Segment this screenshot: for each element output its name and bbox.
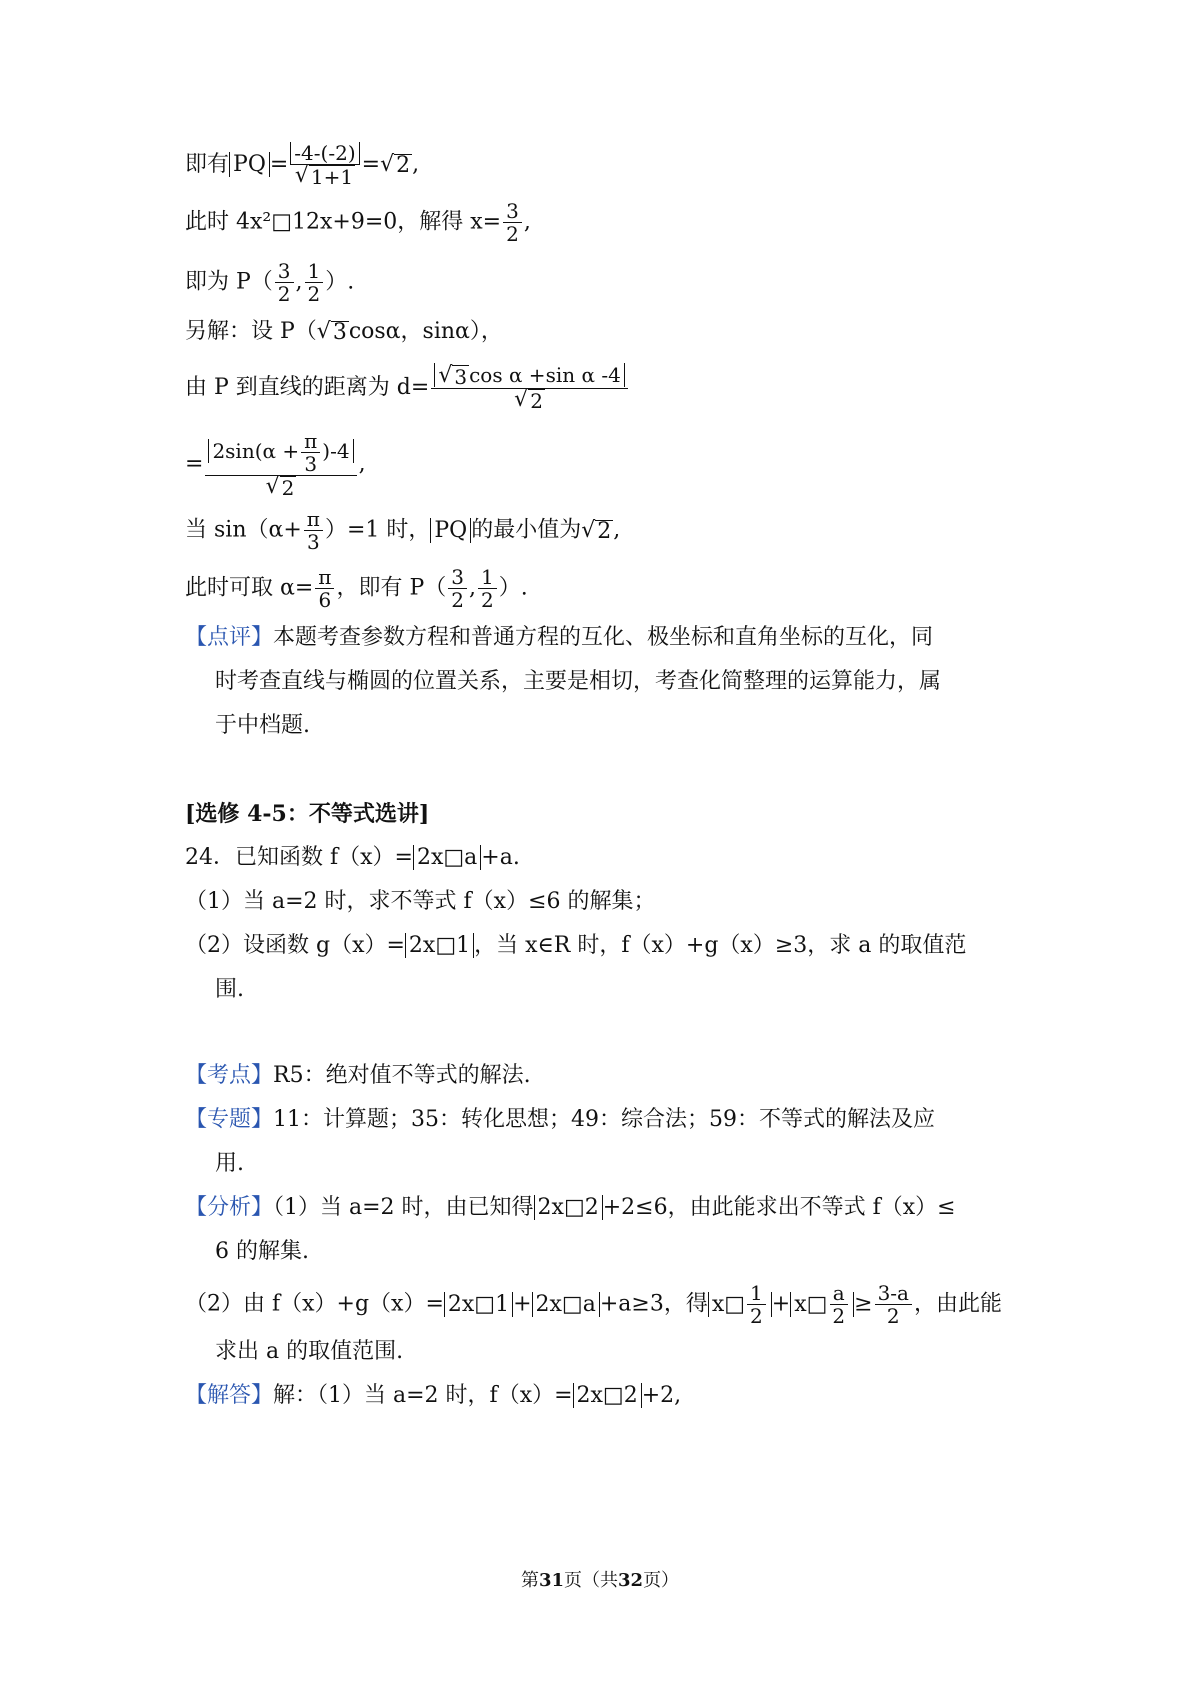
text: , [468, 575, 476, 601]
text: , [358, 451, 366, 477]
fraction [875, 1282, 912, 1327]
page-total: 32 [618, 1570, 644, 1591]
analysis-2-cont [215, 1336, 403, 1368]
denominator: 3 [304, 452, 318, 476]
text: ）. [325, 269, 355, 295]
denominator: 2 [886, 1304, 900, 1328]
abs-expr: 2x□a [532, 1292, 600, 1317]
numerator: π [301, 430, 320, 453]
abs-expr: 2x□1 [405, 933, 474, 958]
denominator: √ 2 [514, 387, 543, 413]
sqrt: √ 3 [316, 319, 347, 345]
fraction [448, 566, 467, 611]
fraction [301, 430, 320, 475]
numerator: -4-(-2) [290, 142, 359, 165]
question-24 [185, 842, 520, 874]
fraction [829, 1282, 848, 1327]
fraction [747, 1282, 766, 1327]
numerator [205, 430, 356, 476]
radicand: 3 [454, 365, 468, 389]
line-alt-solution [185, 316, 503, 348]
text: + [771, 1291, 791, 1317]
text: +2≤6，由此能求出不等式 f（x）≤ [602, 1195, 956, 1220]
text: 此时可取 α= [185, 575, 314, 601]
text: + [513, 1291, 532, 1317]
review-line-1 [185, 622, 933, 654]
solution [185, 1380, 681, 1412]
text: 页） [643, 1570, 680, 1591]
text: = [269, 152, 289, 177]
text: 另解：设 P（ [185, 319, 317, 344]
analysis-1-cont [215, 1236, 309, 1268]
text: [选修 4-5：不等式选讲] [185, 801, 430, 827]
text: 此时 4x² [185, 209, 272, 235]
abs-expr: 2x□a [413, 845, 481, 870]
text: ，由此能 [913, 1291, 1002, 1317]
numerator: π [315, 566, 334, 589]
abs-expr [708, 1281, 772, 1328]
text: cos α +sin α -4 [469, 363, 621, 387]
numerator: 3 [275, 260, 294, 283]
text: +a. [481, 845, 520, 870]
review-line-2 [215, 666, 941, 698]
text: ，当 x∈R 时，f（x）+g（x）≥3，求 a 的取值范 [474, 933, 967, 958]
numerator: 1 [478, 566, 497, 589]
fraction [315, 566, 334, 611]
text: R5：绝对值不等式的解法. [273, 1063, 531, 1088]
text: 页（共 [564, 1570, 618, 1591]
line-alpha [185, 566, 528, 611]
denominator: 2 [451, 588, 464, 612]
fraction [275, 260, 294, 305]
analysis-2 [185, 1282, 1002, 1327]
denominator: 2 [307, 282, 321, 306]
abs-expr [790, 1281, 854, 1328]
line-distance-simplified [185, 430, 366, 499]
text: = [361, 152, 381, 177]
text: 围. [215, 977, 244, 1002]
fraction [304, 508, 323, 553]
section-heading [185, 798, 429, 830]
question-24-part-2 [185, 930, 966, 962]
text: 的最小值为 [471, 517, 582, 543]
analysis-tag: 【分析】 [185, 1195, 274, 1220]
radicand: 2 [396, 153, 411, 178]
line-pq-distance [185, 142, 419, 188]
radicand: 1+1 [310, 165, 354, 189]
line-min-value [185, 508, 620, 553]
text: x□ [794, 1291, 828, 1317]
numerator: a [830, 1282, 848, 1305]
kp-tag: 【考点】 [185, 1063, 274, 1088]
text: 时考查直线与椭圆的位置关系，主要是相切，考查化简整理的运算能力，属 [215, 669, 942, 694]
text: 于中档题. [215, 713, 310, 738]
fraction [305, 260, 324, 305]
text: 即有 [185, 152, 230, 177]
fraction [431, 364, 628, 412]
text: ，即有 P（ [336, 575, 447, 601]
text: （2）由 f（x）+g（x）= [185, 1291, 444, 1317]
text: 解：（1）当 a=2 时，f（x）= [273, 1383, 573, 1408]
numerator: 1 [305, 260, 324, 283]
text: 2sin(α + [212, 439, 300, 463]
radicand: 2 [597, 518, 612, 544]
text: 由 P 到直线的距离为 d= [185, 375, 430, 400]
line-point-p [185, 260, 354, 305]
radicand: 2 [530, 389, 543, 413]
numerator: π [304, 508, 323, 531]
text: )-4 [322, 439, 350, 463]
fraction [478, 566, 497, 611]
sqrt: √ 2 [380, 152, 411, 178]
numerator: 3-a [875, 1282, 912, 1305]
numerator: 3 [448, 566, 467, 589]
denominator: 2 [480, 588, 494, 612]
question-24-part-1 [185, 886, 656, 918]
text: +a≥3，得 [599, 1291, 708, 1317]
text: （2）设函数 g（x）= [185, 933, 405, 958]
analysis-1 [185, 1192, 956, 1224]
radicand: 2 [281, 476, 295, 500]
fraction [503, 200, 522, 245]
text: （1）当 a=2 时，求不等式 f（x）≤6 的解集； [185, 889, 656, 914]
radicand: 3 [332, 320, 347, 345]
text: , [295, 269, 303, 295]
line-distance-d [185, 364, 630, 412]
text: = [185, 451, 204, 477]
denominator: 2 [277, 282, 291, 306]
denominator: 2 [506, 222, 519, 246]
topic-cont [215, 1148, 244, 1180]
text: ）. [498, 575, 528, 601]
text: 求出 a 的取值范围. [215, 1339, 404, 1364]
review-line-3 [215, 710, 310, 742]
text: 12x+9=0，解得 x= [292, 209, 502, 235]
text: 6 的解集. [215, 1239, 309, 1264]
text: 当 sin（α+ [185, 517, 302, 543]
topic-tag: 【专题】 [185, 1107, 274, 1132]
question-24-part-2-cont [215, 974, 244, 1006]
text: 第 [520, 1570, 539, 1591]
denominator: 2 [750, 1304, 763, 1328]
text: +2, [641, 1383, 682, 1408]
denominator: √ 2 [265, 474, 295, 500]
abs-expr: 2x□2 [573, 1383, 642, 1408]
numerator: √ 3 cos α +sin α -4 [431, 364, 628, 389]
page-footer [0, 1566, 1200, 1592]
text: 本题考查参数方程和普通方程的互化、极坐标和直角坐标的互化，同 [273, 625, 934, 650]
page-number: 31 [538, 1570, 564, 1591]
text: （1）当 a=2 时，由已知得 [273, 1195, 534, 1220]
text: , [523, 209, 531, 235]
fraction [290, 142, 359, 188]
abs-expr: 2x□2 [534, 1195, 603, 1220]
text: 用. [215, 1151, 244, 1176]
sqrt: √ 2 [581, 517, 612, 544]
abs-pq: PQ [229, 152, 270, 177]
knowledge-point [185, 1060, 531, 1092]
numerator: 3 [503, 200, 522, 223]
text: , [412, 152, 420, 177]
denominator: 3 [306, 530, 320, 554]
denominator: √ 1+1 [294, 163, 354, 189]
topic [185, 1104, 935, 1136]
solution-tag: 【解答】 [185, 1383, 274, 1408]
text: x□ [711, 1291, 746, 1317]
text: ）=1 时， [324, 517, 431, 543]
denominator: 6 [318, 588, 332, 612]
review-tag: 【点评】 [185, 625, 274, 650]
text: cosα，sinα）， [348, 319, 503, 344]
text: ≥ [854, 1291, 873, 1317]
abs-pq: PQ [430, 518, 471, 543]
line-quadratic: 此时 4x²□12x+9=0，解得 x= $\frac{3}{2}$ , [185, 199, 531, 246]
text: 24．已知函数 f（x）= [185, 845, 413, 870]
numerator: 1 [747, 1282, 766, 1305]
abs-expr: 2x□1 [444, 1292, 513, 1317]
text: , [613, 517, 621, 543]
text: 即为 P（ [185, 269, 273, 295]
text: 11：计算题；35：转化思想；49：综合法；59：不等式的解法及应 [273, 1107, 935, 1132]
denominator: 2 [832, 1304, 846, 1328]
fraction [205, 430, 356, 499]
